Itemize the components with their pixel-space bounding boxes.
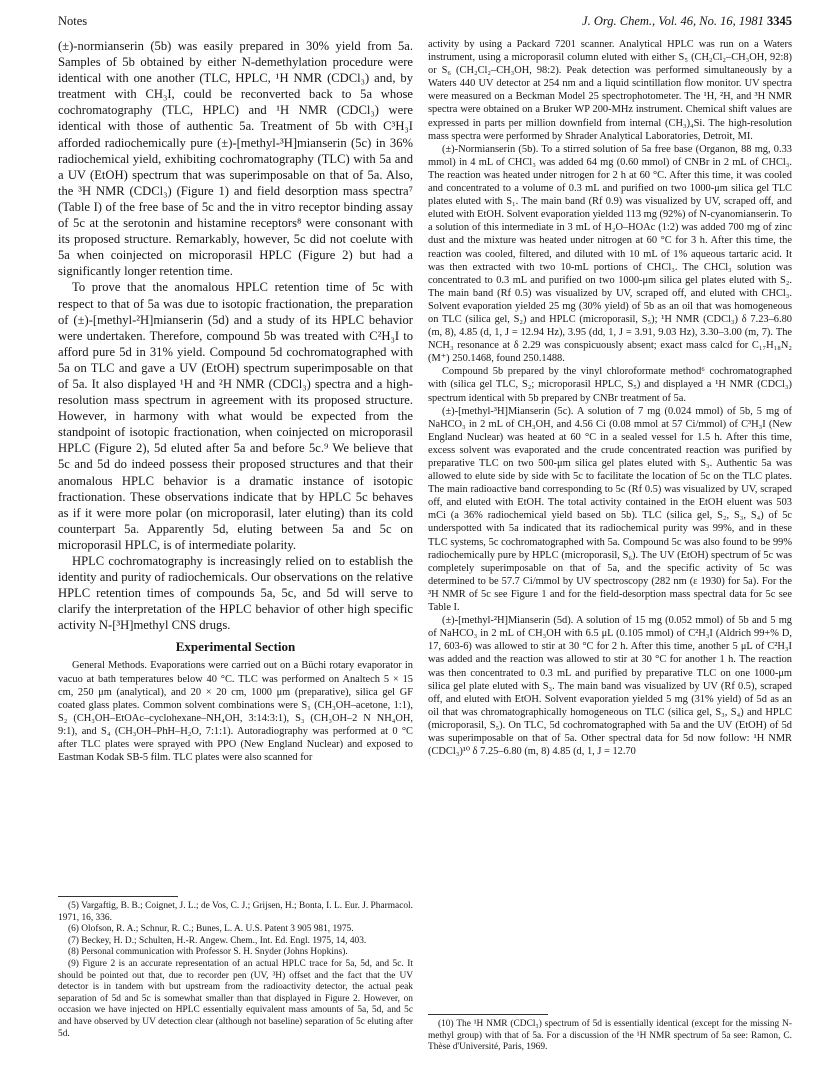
header-citation (582, 14, 792, 29)
footnote-rule (58, 896, 178, 897)
paragraph: Compound 5b prepared by the vinyl chloroformate method⁶ cochromatographed with (silica gel TLC, S₂; microporasil HPLC, S₅) and displayed a ¹H NMR (CDCl₃) spectrum identical with 5b prepared by CNBr treatment of 5a. (428, 366, 792, 404)
paragraph: HPLC cochromatography is increasingly relied on to establish the identity and purity of radiochemicals. Our observations on the relative HPLC retention times of compounds 5a, 5c, and 5d will serve to clarify the interpretation of the HPLC behavior of other high specific activity N-[³H]methyl CNS drugs. (58, 554, 413, 633)
footnote-rule (428, 1014, 548, 1015)
header-section-label: Notes (58, 14, 88, 28)
paragraph: (±)-Normianserin (5b). To a stirred solution of 5a free base (Organon, 88 mg, 0.33 mmol) in 4 mL of CHCl₃ was added 64 mg (0.60 mmol) of CNBr in 2 mL of CHCl₃. The reaction was heated under nitrogen for 2 h at 60 °C. After this time, it was cooled and concentrated to a volume of 0.3 mL and purified on two 1000-μm silica gel TLC plates eluted with S₁. The main band (Rf 0.9) was visualized by UV, scraped off, and eluted with EtOH. Solvent evaporation yielded 113 mg (92%) of N-cyanomianserin. To a solution of this intermediate in 3 mL of H₂O–HOAc (1:2) was added 700 mg of zinc dust and the mixture was heated under nitrogen at 60 °C for 3 h. After this time, the reaction was cooled, filtered, and diluted with 10 mL of 1% aqueous tartaric acid. It was then extracted with two 10-mL portions of CHCl₃. The CHCl₃ solution was concentrated to 0.3 mL and purified on two 1000-μm silica gel plates eluted with S₂. The main band (Rf 0.5) was visualized by UV, scraped off, and eluted with CHCl₃. Solvent evaporation yielded 25 mg (30% yield) of 5b as an oil that was homogeneous on TLC (silica gel, S₂) and HPLC (microporasil, S₅); ¹H NMR (CDCl₃) δ 7.23–6.80 (m, 8), 4.85 (d, 1, J = 12.94 Hz), 3.95 (dd, 1, J = 3.91, 9.03 Hz), 3.30–3.00 (m, 7). The NCH₃ resonance at δ 2.29 was conspicuously absent; exact mass calcd for C₁₇H₁₈N₂ (M⁺) 250.1468, found 250.1488. (428, 143, 792, 365)
header-page-number: 3345 (767, 14, 792, 28)
right-column (428, 38, 792, 758)
footnote: (10) The ¹H NMR (CDCl₃) spectrum of 5d is essentially identical (except for the missing N-methyl group) with that of 5a. For a discussion of the ¹H NMR spectrum of 5a see: Ramon, C. Thèse d'Université, Paris, 1969. (428, 1019, 792, 1053)
footnote: (9) Figure 2 is an accurate representation of an actual HPLC trace for 5a, 5d, and 5c. It should be pointed out that, due to recorder pen (UV, ³H) offset and the fact that the UV detector is in tandem with but upstream from the radioactivity detector, the actual peak separation of 5d and 5c is somewhat smaller than that displayed in Figure 2. However, on occasion we have injected on HPLC essentially equivalent mass amounts of 5a, 5d, and 5c and have observed by UV detection clear (although not baseline) separation of 5c eluting after 5d. (58, 958, 413, 1039)
right-footnotes (428, 1014, 792, 1054)
footnote: (5) Vargaftig, B. B.; Coignet, J. L.; de Vos, C. J.; Grijsen, H.; Bonta, I. L. Eur. J. Pharmacol. 1971, 16, 336. (58, 901, 413, 923)
section-title: Experimental Section (175, 639, 296, 655)
header-journal: J. Org. Chem., (582, 14, 656, 28)
running-header (58, 14, 792, 32)
left-footnotes (58, 896, 413, 1040)
experimental-paragraph: General Methods. Evaporations were carried out on a Büchi rotary evaporator in vacuo at bath temperatures below 40 °C. TLC was performed on Analtech 5 × 15 cm, 250 μm (analytical), and 20 × 20 cm, 1000 μm (preparative), silica gel GF coated glass plates. Common solvent combinations were S₁ (CH₃OH–acetone, 1:1), S₂ (CH₃OH–EtOAc–cyclohexane–NH₄OH, 3:14:3:1), S₃ (CH₃OH–2 N NH₄OH, 9:1), and S₄ (CH₃OH–PhH–H₂O, 7:1:1). Autoradiography was performed at 0 °C after TLC plates were sprayed with PPO (New England Nuclear) and exposed to Eastman Kodak SB-5 film. TLC plates were also scanned for (58, 660, 413, 764)
paragraph: activity by using a Packard 7201 scanner. Analytical HPLC was run on a Waters instrument, using a microporasil column eluted with either S₅ (CH₂Cl₂–CH₃OH, 92:8) or S₆ (CH₂Cl₂–CH₃OH, 98:2). Peak detection was performed simultaneously by a Waters 440 UV detector at 254 nm and a liquid scintillation flow monitor. UV spectra were measured on a Beckman Model 25 spectrophotometer. The ¹H, ²H, and ³H NMR spectra were obtained on a Bruker WP 200-MHz instrument. Chemical shift values are expressed in parts per million downfield from internal (CH₃)₄Si. The high-resolution mass spectra were performed by Shrader Analytical Laboratories, Detroit, MI. (428, 39, 792, 142)
footnote: (6) Olofson, R. A.; Schnur, R. C.; Bunes, L. A. U.S. Patent 3 905 981, 1975. (68, 924, 354, 935)
paragraph: (±)-[methyl-²H]Mianserin (5d). A solution of 15 mg (0.052 mmol) of 5b and 5 mg of NaHCO₃ in 2 mL of CH₃OH with 6.5 μL (0.105 mmol) of C²H₃I (Aldrich 99+% D, 17, 603-6) was allowed to stir at 30 °C for 2 h. After this time, another 5 μL of C²H₃I was added and the reaction was allowed to stir at 30 °C for another 1 h. The reaction was then concentrated to 0.3 mL and purified by preparative TLC on one 1000-μm silica gel plate eluted with S₃. The main band was visualized by UV (Rf 0.5), scraped off, and eluted with EtOH. Solvent evaporation yielded 5 mg (31% yield) of 5d as an oil that was chromatographically homogeneous on TLC (silica gel, S₃, S₄) and HPLC (microporasil, S₅). On TLC, 5d cochromatographed with 5a and the UV (EtOH) of 5d was superimposable on that of 5a. Other spectral data for 5d now follow: ¹H NMR (CDCl₃)¹⁰ δ 7.25–6.80 (m, 8) 4.85 (d, 1, J = 12.70 (428, 615, 792, 758)
footnote: (8) Personal communication with Professor S. H. Snyder (Johns Hopkins). (68, 947, 348, 958)
paragraph: (±)-[methyl-³H]Mianserin (5c). A solution of 7 mg (0.024 mmol) of 5b, 5 mg of NaHCO₃ in 2 mL of CH₃OH, and 4.56 Ci (0.08 mmol at 57 Ci/mmol) of C³H₃I (New England Nuclear) was heated at 60 °C in a sealed vessel for 1.5 h. After this time, excess solvent was evaporated and the crude concentrated reaction was purified by preparative TLC on two 500-μm silica gel plates eluted with S₃. Authentic 5a was allowed to elute side by side with 5c to facilitate the location of 5c on the TLC plates. The main radioactive band corresponding to 5c (Rf 0.5) was visualized by UV, scraped off, and eluted with EtOH. The total activity contained in the EtOH eluent was 503 mCi (a 36% radiochemical yield based on 5b). TLC (silica gel, S₂, S₃, S₄) of 5c underspotted with 5a indicated that its radiochemical purity was 99%, and in these TLC systems, 5c cochromatographed with 5a. Compound 5c was also found to be 99% radiochemically pure by HPLC (microporasil, S₆). The UV (EtOH) spectrum of 5c was completely superimposable on that of 5a, and the specific activity of 5c was determined to be 57.7 Ci/mmol by UV spectroscopy (282 nm (ε 1930) for 5a). For the ³H NMR of 5c see Figure 1 and for the field-desorption mass spectral data for 5c see Table I. (428, 405, 792, 614)
left-column (58, 38, 413, 764)
footnote: (7) Beckey, H. D.; Schulten, H.-R. Angew. Chem., Int. Ed. Engl. 1975, 14, 403. (68, 935, 367, 946)
paragraph: To prove that the anomalous HPLC retention time of 5c with respect to that of 5a was due to isotopic fractionation, the preparation of (±)-[methyl-²H]mianserin (5d) and a study of its HPLC behavior were undertaken. Therefore, compound 5b was treated with C²H₃I to afford pure 5d in 31% yield. Compound 5d cochromatographed with 5a on TLC and gave a UV (EtOH) spectrum superimposable on that of 5a. It also displayed ¹H and ²H NMR (CDCl₃) spectra and a high-resolution mass spectrum in agreement with its proposed structure. However, in harmony with what would be expected from the standpoint of isotopic fractionation, when coinjected on microporasil HPLC (Figure 2), 5d eluted after 5a and before 5c.⁹ We believe that 5c and 5d do indeed possess their proposed structures and that their anomalous HPLC behavior is a dramatic instance of isotopic fractionation. These observations indicate that by HPLC 5c behaves as if it were more polar (on microporasil, later eluting) than its cold counterpart 5a. Apparently 5d, eluting between 5a and 5c on microporasil HPLC, is of intermediate polarity. (58, 280, 413, 552)
header-volume: Vol. 46, No. 16, 1981 (658, 14, 764, 28)
paragraph: (±)-normianserin (5b) was easily prepared in 30% yield from 5a. Samples of 5b obtained by either N-demethylation procedure were identical with one another (TLC, HPLC, ¹H NMR (CDCl₃) and, by treatment with CH₃I, could be reconverted back to 5a whose cochromatography (TLC, HPLC) and ¹H NMR (CDCl₃) were identical with those of authentic 5a. Treatment of 5b with C³H₃I afforded radiochemically pure (±)-[methyl-³H]mianserin (5c) in 36% radiochemical yield, exhibiting cochromatography (TLC) with 5a and a UV (EtOH) spectrum that was superimposable on that of 5a. Also, the ³H NMR (CDCl₃) (Figure 1) and field desorption mass spectra⁷ (Table I) of the free base of 5c and the in vitro receptor binding assay of 5c at the serotonin and histamine receptors⁸ were consonant with its proposed structure. Remarkably, however, 5c did not coelute with 5a when coinjected on microporasil HPLC (Figure 2) but had a significantly longer retention time. (58, 39, 413, 279)
